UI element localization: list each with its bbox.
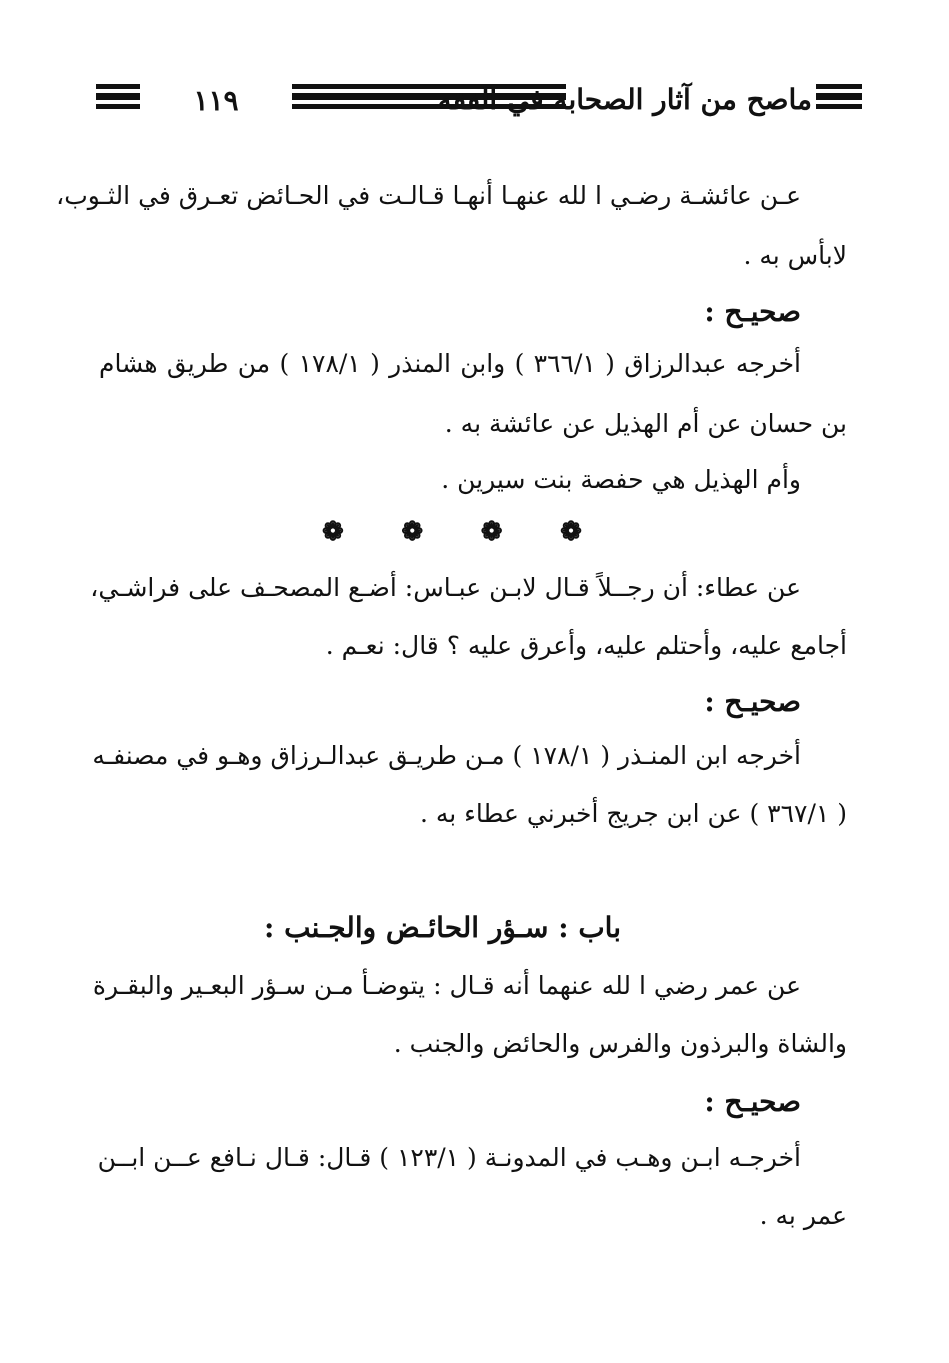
star-ornament-icon: ❁ — [401, 517, 424, 547]
grade-heading: صحيـح : — [704, 295, 801, 328]
takhrij-line: أخرجه عبدالرزاق ( ٣٦٦/١ ) وابن المنذر ( ١٧٨/١ ) من طريق هشام — [99, 349, 801, 378]
star-ornament-icon: ❁ — [322, 517, 344, 547]
header-rule-right — [816, 84, 862, 118]
athar-text-line: لابأس به . — [743, 241, 847, 270]
star-ornament-icon: ❁ — [480, 517, 503, 547]
star-ornament-icon: ❁ — [560, 517, 582, 547]
section-separator — [322, 512, 582, 552]
takhrij-line: ( ٣٦٧/١ ) عن ابن جريج أخبرني عطاء به . — [419, 799, 847, 828]
takhrij-line: عمر به . — [759, 1201, 847, 1230]
chapter-title: باب : سـؤر الحائـض والجـنب : — [263, 911, 621, 944]
book-title: ماصح من آثار الصحابة في الفقه — [437, 83, 812, 116]
grade-heading: صحيـح : — [704, 685, 801, 718]
takhrij-line: أخرجـه ابـن وهـب في المدونـة ( ١٢٣/١ ) قـال: قـال نـافع عــن ابــن — [97, 1143, 801, 1172]
page-header — [96, 76, 862, 126]
note-line: وأم الهذيل هي حفصة بنت سيرين . — [441, 465, 801, 494]
athar-text-line: عن عمر رضي ا لله عنهما أنه قـال : يتوضـأ مـن سـؤر البعـير والبقـرة — [92, 971, 801, 1000]
takhrij-line: بن حسان عن أم الهذيل عن عائشة به . — [444, 409, 847, 438]
athar-text-line: عـن عائشـة رضـي ا لله عنهـا أنهـا قـالـت في الحـائض تعـرق في الثـوب، — [56, 181, 801, 210]
athar-text-line: والشاة والبرذون والفرس والحائض والجنب . — [393, 1029, 847, 1058]
header-rule-left — [96, 84, 140, 118]
athar-text-line: أجامع عليه، وأحتلم عليه، وأعرق عليه ؟ قال: نعـم . — [325, 631, 847, 660]
athar-text-line: عن عطاء: أن رجــلاً قـال لابـن عبـاس: أضـع المصحـف على فراشـي، — [90, 573, 801, 602]
page-number: ١١٩ — [193, 84, 239, 117]
takhrij-line: أخرجه ابن المنـذر ( ١٧٨/١ ) مـن طريـق عبدالـرزاق وهـو في مصنفـه — [92, 741, 801, 770]
grade-heading: صحيـح : — [704, 1085, 801, 1118]
